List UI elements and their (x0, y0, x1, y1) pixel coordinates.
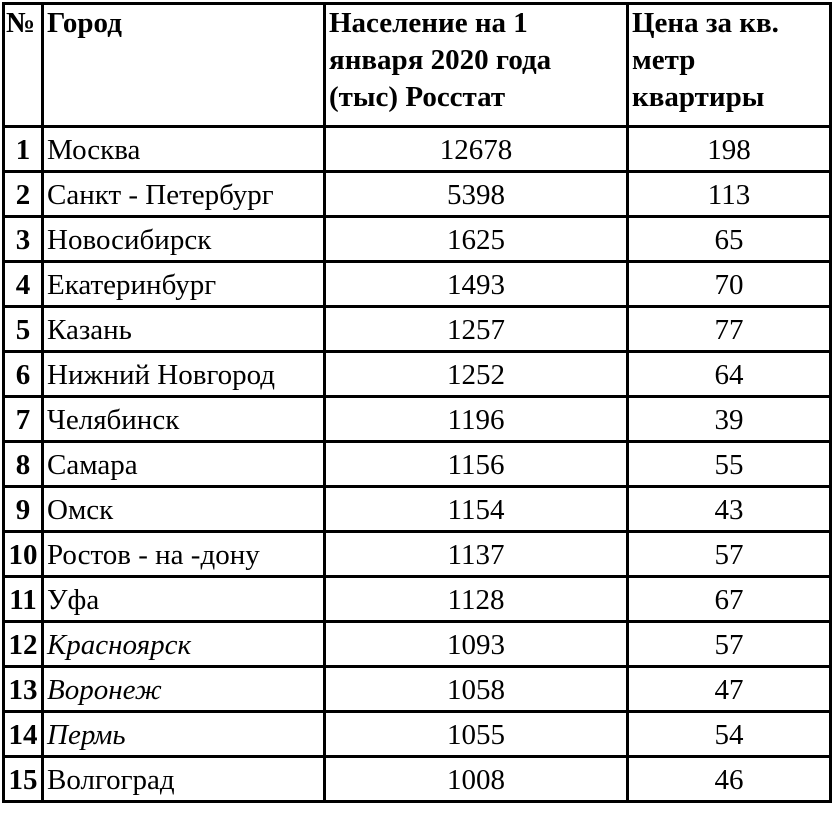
header-city: Город (43, 4, 325, 127)
row-number: 13 (4, 667, 43, 712)
city-name: Самара (43, 442, 325, 487)
price-value: 43 (628, 487, 831, 532)
price-value: 47 (628, 667, 831, 712)
city-name: Новосибирск (43, 217, 325, 262)
population-value: 1154 (325, 487, 628, 532)
city-name: Красноярск (43, 622, 325, 667)
population-value: 1093 (325, 622, 628, 667)
table-row (4, 172, 831, 217)
table-row (4, 352, 831, 397)
table-row (4, 487, 831, 532)
city-name: Екатеринбург (43, 262, 325, 307)
population-value: 1156 (325, 442, 628, 487)
population-value: 1128 (325, 577, 628, 622)
population-value: 1625 (325, 217, 628, 262)
table-row (4, 622, 831, 667)
price-value: 70 (628, 262, 831, 307)
table-row (4, 577, 831, 622)
price-value: 77 (628, 307, 831, 352)
table-row (4, 217, 831, 262)
city-name: Волгоград (43, 757, 325, 802)
row-number: 3 (4, 217, 43, 262)
row-number: 4 (4, 262, 43, 307)
row-number: 11 (4, 577, 43, 622)
city-name: Челябинск (43, 397, 325, 442)
population-value: 1252 (325, 352, 628, 397)
table-row (4, 397, 831, 442)
city-name: Санкт - Петербург (43, 172, 325, 217)
population-value: 1493 (325, 262, 628, 307)
header-population: Население на 1 января 2020 года (тыс) Росстат (325, 4, 628, 127)
population-value: 1008 (325, 757, 628, 802)
table-body (4, 127, 831, 802)
table-row (4, 667, 831, 712)
price-value: 39 (628, 397, 831, 442)
price-value: 65 (628, 217, 831, 262)
table-row (4, 442, 831, 487)
price-value: 54 (628, 712, 831, 757)
price-value: 57 (628, 622, 831, 667)
header-row (4, 4, 831, 127)
population-value: 1196 (325, 397, 628, 442)
price-value: 198 (628, 127, 831, 172)
row-number: 14 (4, 712, 43, 757)
table-row (4, 262, 831, 307)
row-number: 9 (4, 487, 43, 532)
row-number: 7 (4, 397, 43, 442)
table-header (4, 4, 831, 127)
city-name: Пермь (43, 712, 325, 757)
row-number: 10 (4, 532, 43, 577)
price-value: 64 (628, 352, 831, 397)
price-value: 67 (628, 577, 831, 622)
table-row (4, 757, 831, 802)
city-name: Нижний Новгород (43, 352, 325, 397)
row-number: 8 (4, 442, 43, 487)
city-name: Москва (43, 127, 325, 172)
header-price: Цена за кв. метр квартиры (628, 4, 831, 127)
table-row (4, 307, 831, 352)
population-value: 1137 (325, 532, 628, 577)
row-number: 12 (4, 622, 43, 667)
city-name: Ростов - на -дону (43, 532, 325, 577)
row-number: 15 (4, 757, 43, 802)
population-value: 1055 (325, 712, 628, 757)
header-num: № (4, 4, 43, 127)
city-name: Воронеж (43, 667, 325, 712)
row-number: 1 (4, 127, 43, 172)
population-value: 1058 (325, 667, 628, 712)
price-value: 46 (628, 757, 831, 802)
population-value: 1257 (325, 307, 628, 352)
table-row (4, 712, 831, 757)
price-value: 55 (628, 442, 831, 487)
population-value: 5398 (325, 172, 628, 217)
city-name: Омск (43, 487, 325, 532)
city-name: Казань (43, 307, 325, 352)
price-value: 57 (628, 532, 831, 577)
row-number: 2 (4, 172, 43, 217)
row-number: 6 (4, 352, 43, 397)
price-value: 113 (628, 172, 831, 217)
cities-table (2, 2, 832, 803)
row-number: 5 (4, 307, 43, 352)
table-row (4, 127, 831, 172)
table-row (4, 532, 831, 577)
city-name: Уфа (43, 577, 325, 622)
population-value: 12678 (325, 127, 628, 172)
